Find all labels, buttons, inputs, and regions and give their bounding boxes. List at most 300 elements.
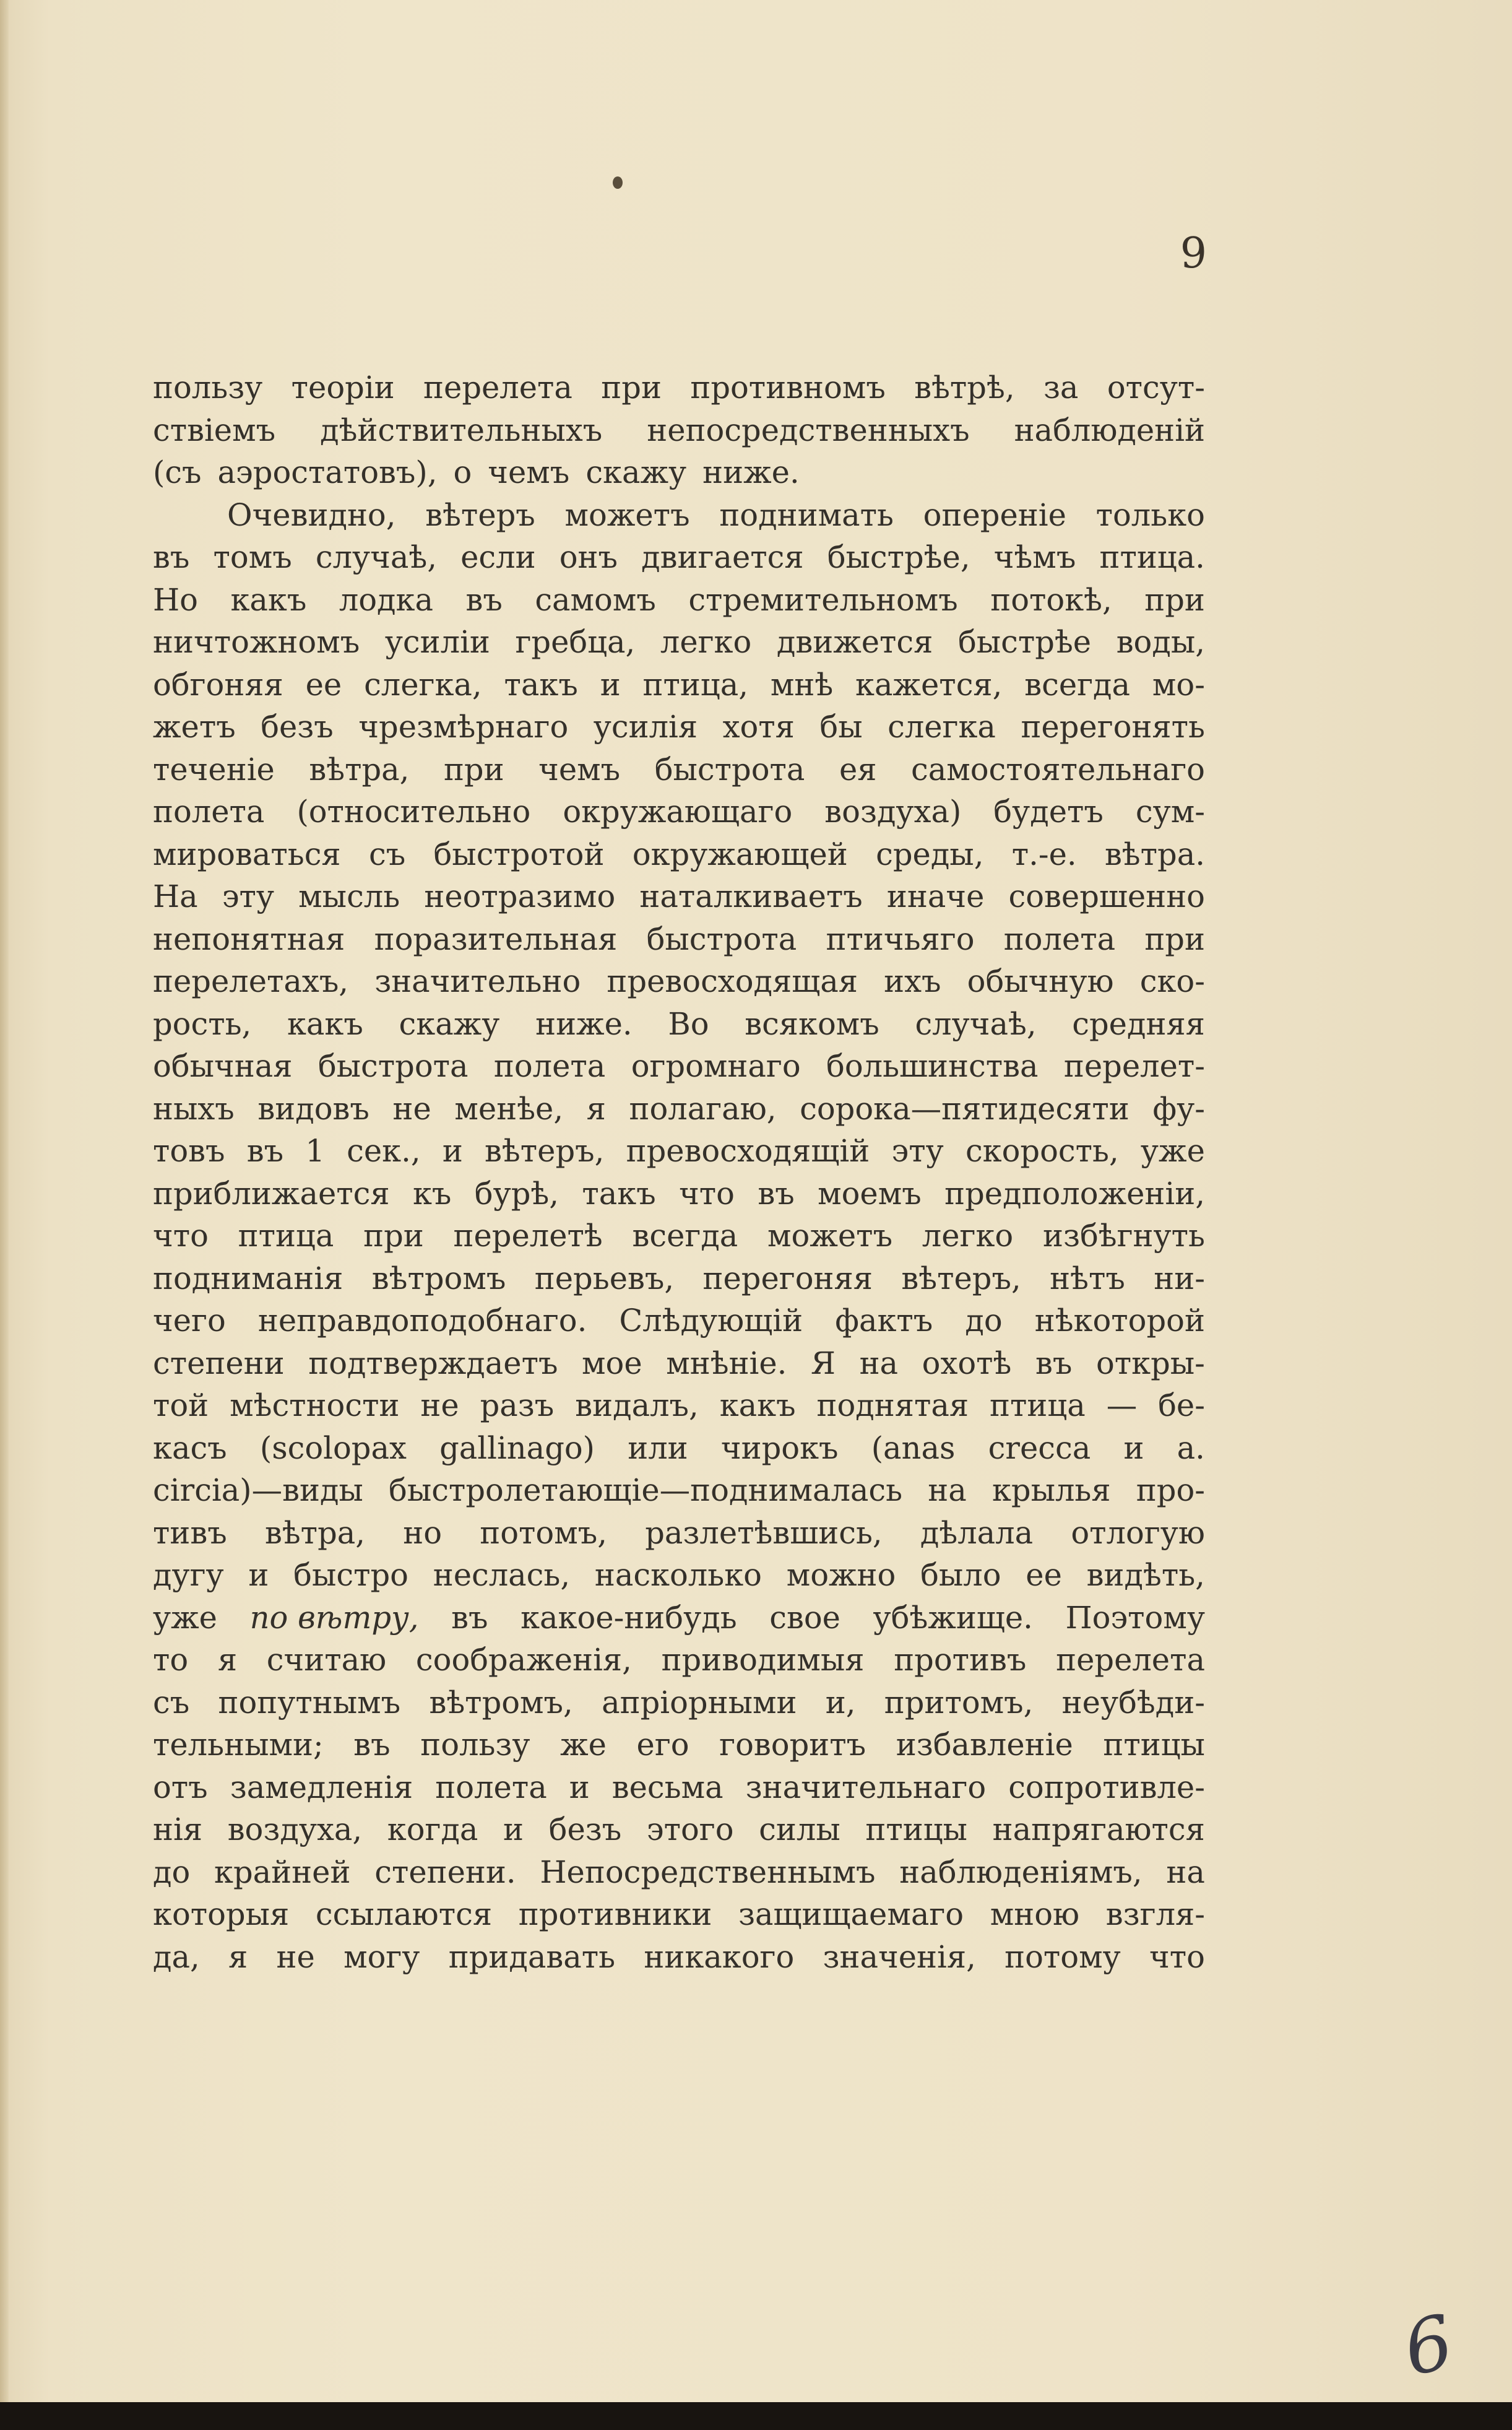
word: замедленiя	[230, 1769, 413, 1805]
word: отсут-	[1107, 370, 1205, 406]
word: значительно	[374, 963, 581, 999]
word: легко	[922, 1218, 1014, 1254]
word: дугу	[153, 1557, 224, 1593]
word: аэростатовъ),	[217, 454, 438, 490]
word: крылья	[991, 1472, 1111, 1508]
word: вѣтра,	[309, 751, 410, 788]
word: безъ	[261, 709, 334, 745]
word: быстрота	[654, 751, 805, 788]
word: наталкиваетъ	[639, 879, 863, 914]
word: противники	[518, 1896, 712, 1932]
word: которыя	[153, 1896, 290, 1932]
text-line	[153, 1851, 1205, 1894]
word: пользу	[153, 370, 263, 406]
word: приводимыя	[661, 1642, 865, 1678]
word: съ	[153, 1684, 190, 1721]
text-line	[153, 1512, 1205, 1555]
word: въ	[246, 1133, 284, 1169]
handwritten-folio-mark: 6	[1396, 2299, 1461, 2393]
word: чрезмѣрнаго	[358, 709, 569, 745]
word: при	[1144, 921, 1205, 957]
word: силы	[759, 1812, 840, 1847]
word: стремительномъ	[688, 581, 958, 618]
word: уже	[1140, 1133, 1205, 1169]
word: всегда	[632, 1218, 738, 1254]
word: ниже.	[702, 454, 800, 490]
word: вѣтра,	[264, 1514, 366, 1551]
word: откры-	[1095, 1345, 1205, 1381]
word: придавать	[448, 1938, 616, 1975]
word: вѣтромъ	[371, 1260, 506, 1296]
word: На	[153, 879, 198, 914]
word: неотразимо	[424, 879, 616, 914]
word: среды,	[876, 836, 984, 872]
word: приближается	[153, 1175, 390, 1212]
text-line	[153, 1427, 1205, 1470]
scan-border	[0, 2402, 1512, 2430]
word: я	[228, 1938, 248, 1975]
word: касъ	[153, 1430, 227, 1466]
text-line	[153, 875, 1205, 918]
word: птица.	[1099, 539, 1205, 575]
word: насколько	[594, 1557, 762, 1593]
word: можетъ	[767, 1218, 893, 1254]
word: Поэтому	[1065, 1599, 1205, 1636]
text-line	[153, 621, 1205, 664]
word: иначе	[886, 879, 985, 914]
text-line	[153, 706, 1205, 749]
word: напрягаются	[992, 1812, 1205, 1847]
word: средняя	[1072, 1005, 1205, 1042]
word: вѣтра.	[1104, 836, 1205, 872]
word: ничтожномъ	[153, 624, 360, 660]
word: его	[636, 1727, 689, 1763]
word: вѣтромъ,	[429, 1684, 573, 1721]
word: видѣть,	[1086, 1557, 1205, 1593]
page-number: 9	[1180, 229, 1207, 278]
word: чемъ	[538, 751, 621, 788]
word: и	[442, 1133, 463, 1169]
word: Я	[811, 1345, 836, 1381]
word: эту	[222, 879, 275, 914]
word: я	[217, 1642, 238, 1678]
word: огромнаго	[631, 1048, 801, 1084]
word: мое	[582, 1345, 642, 1381]
text-line	[153, 1088, 1205, 1130]
word: (anas	[871, 1430, 956, 1466]
text-line	[153, 1597, 1205, 1639]
word: теорiи	[291, 370, 395, 406]
word: перелета	[1056, 1642, 1205, 1678]
text-line	[153, 664, 1205, 706]
word: тельными;	[153, 1727, 324, 1763]
word: легко	[660, 624, 752, 660]
word: птица,	[642, 666, 748, 703]
word: чирокъ	[720, 1430, 839, 1466]
word: фактъ	[835, 1303, 933, 1339]
word: будетъ	[993, 794, 1104, 830]
word: крайней	[214, 1854, 351, 1890]
word: ихъ	[884, 963, 941, 999]
word: ско-	[1139, 963, 1205, 999]
word: сек.,	[347, 1133, 421, 1169]
word: сум-	[1135, 794, 1205, 830]
word: что	[153, 1218, 209, 1254]
text-line	[153, 749, 1205, 791]
word: окружающаго	[563, 794, 793, 830]
text-line	[153, 1808, 1205, 1851]
word: непосредственныхъ	[647, 412, 970, 448]
word: Во	[668, 1005, 709, 1042]
word: —	[1106, 1387, 1138, 1423]
word: то	[153, 1642, 189, 1678]
word: превосходящая	[607, 963, 858, 999]
text-line	[153, 451, 1205, 494]
word: Но	[153, 581, 198, 618]
word: птичьяго	[826, 921, 975, 957]
word: какъ	[719, 1387, 796, 1423]
word: подтверждаетъ	[308, 1345, 558, 1381]
word: какъ	[230, 581, 307, 618]
word: (scolopax	[259, 1430, 407, 1466]
word: скажу	[399, 1005, 500, 1042]
word: ея	[839, 751, 877, 788]
word: быстролетающiе—поднималась	[389, 1472, 903, 1508]
text-line	[153, 1724, 1205, 1766]
word: перелетѣ	[453, 1218, 603, 1254]
word: т.-е.	[1011, 836, 1077, 872]
word: съ	[368, 836, 406, 872]
word: ее	[305, 666, 342, 703]
text-line	[153, 791, 1205, 833]
word: что	[1149, 1938, 1205, 1975]
word: дѣлала	[920, 1514, 1034, 1551]
word: про-	[1136, 1472, 1205, 1508]
text-line	[153, 1257, 1205, 1300]
word: наблюденiямъ,	[899, 1854, 1143, 1890]
word: Слѣдующiй	[619, 1303, 803, 1339]
word: видалъ,	[575, 1387, 699, 1423]
word: и	[248, 1557, 269, 1593]
word: избѣгнуть	[1042, 1218, 1205, 1254]
word: превосходящiй	[626, 1133, 870, 1169]
word: мною	[990, 1896, 1080, 1932]
word: считаю	[266, 1642, 387, 1678]
word: фу-	[1152, 1090, 1205, 1127]
word: gallinago)	[439, 1430, 595, 1466]
word: 1	[305, 1133, 325, 1169]
word: мысль	[298, 879, 400, 914]
word: птица	[990, 1387, 1086, 1423]
word: не	[392, 1090, 431, 1127]
word: бурѣ,	[474, 1175, 559, 1212]
word: можетъ	[564, 497, 690, 533]
word: да,	[153, 1938, 200, 1975]
word: кажется,	[855, 666, 1003, 703]
word: по вѣтру,	[249, 1599, 419, 1636]
word: птицы	[1103, 1727, 1205, 1763]
word: вѣтрѣ,	[914, 370, 1015, 406]
word: менѣе,	[454, 1090, 564, 1127]
text-line	[153, 536, 1205, 579]
word: обычную	[967, 963, 1114, 999]
word: при	[363, 1218, 424, 1254]
word: скажу	[585, 454, 687, 490]
word: на	[1166, 1854, 1205, 1890]
word: оперенiе	[923, 497, 1066, 533]
word: избавленiе	[896, 1727, 1073, 1763]
word: птица	[238, 1218, 334, 1254]
word: къ	[412, 1175, 452, 1212]
word: защищаемаго	[738, 1896, 964, 1932]
word: окружающей	[632, 836, 848, 872]
word: какъ	[287, 1005, 363, 1042]
word: быстро	[293, 1557, 408, 1593]
word: же	[560, 1727, 607, 1763]
word: тивъ	[153, 1514, 227, 1551]
word: полета	[435, 1769, 547, 1805]
word: (относительно	[296, 794, 531, 830]
text-line	[153, 1554, 1205, 1597]
text-line	[153, 960, 1205, 1003]
word: или	[628, 1430, 688, 1466]
word: и	[1123, 1430, 1144, 1466]
text-line	[153, 1003, 1205, 1046]
word: слегка,	[364, 666, 482, 703]
word: быстрота	[646, 921, 797, 957]
word: если	[460, 539, 536, 575]
body-text	[153, 367, 1205, 1978]
word: ниже.	[535, 1005, 633, 1042]
text-line	[153, 833, 1205, 876]
word: значенiя,	[823, 1938, 976, 1975]
word: этого	[646, 1812, 734, 1847]
word: самостоятельнаго	[911, 751, 1205, 788]
word: той	[153, 1387, 209, 1423]
word: мнѣ	[770, 666, 834, 703]
word: и,	[825, 1684, 856, 1721]
word: чѣмъ	[993, 539, 1076, 575]
word: сопротивле-	[1008, 1769, 1205, 1805]
word: при	[443, 751, 504, 788]
word: ее	[1026, 1557, 1062, 1593]
word: бы	[819, 709, 863, 745]
word: случаѣ,	[915, 1005, 1037, 1042]
word: разлетѣвшись,	[645, 1514, 883, 1551]
word: ссылаются	[315, 1896, 493, 1932]
word: полагаю,	[629, 1090, 777, 1127]
word: и	[569, 1769, 590, 1805]
word: попутнымъ	[218, 1684, 401, 1721]
word: чего	[153, 1303, 226, 1339]
word: потокѣ,	[990, 581, 1112, 618]
word: рость,	[153, 1005, 252, 1042]
word: Непосредственнымъ	[540, 1854, 876, 1890]
word: скорость,	[965, 1133, 1119, 1169]
word: на	[928, 1472, 967, 1508]
word: говоритъ	[719, 1727, 866, 1763]
word: нiя	[153, 1812, 203, 1847]
word: ныхъ	[153, 1090, 235, 1127]
word: всегда	[1024, 666, 1131, 703]
word: не	[276, 1938, 315, 1975]
word: въ	[1035, 1345, 1073, 1381]
text-line	[153, 1936, 1205, 1979]
word: хотя	[722, 709, 795, 745]
word: (съ	[153, 454, 202, 490]
text-line	[153, 1384, 1205, 1427]
word: отъ	[153, 1769, 208, 1805]
word: полета	[1003, 921, 1116, 957]
word: гребца,	[515, 624, 636, 660]
word: въ	[353, 1727, 391, 1763]
word: поднимать	[719, 497, 894, 533]
word: обгоняя	[153, 666, 283, 703]
word: обычная	[153, 1048, 293, 1084]
word: не	[420, 1387, 459, 1423]
word: какое-нибудь	[521, 1599, 737, 1636]
word: совершенно	[1008, 879, 1205, 914]
word: птицы	[865, 1812, 967, 1847]
word: потомъ,	[480, 1514, 607, 1551]
word: неслась,	[433, 1557, 571, 1593]
word: чемъ	[488, 454, 570, 490]
word: вѣтеръ	[425, 497, 535, 533]
word: перелет-	[1063, 1048, 1205, 1084]
word: но	[403, 1514, 443, 1551]
word: непонятная	[153, 921, 345, 957]
word: никакого	[644, 1938, 795, 1975]
word: убѣжище.	[873, 1599, 1033, 1636]
word: въ	[153, 539, 190, 575]
word: неубѣди-	[1061, 1684, 1205, 1721]
word: при	[1144, 581, 1205, 618]
word: быстротой	[433, 836, 605, 872]
word: быстрѣе,	[827, 539, 970, 575]
word: противъ	[894, 1642, 1027, 1678]
page-binding-edge	[0, 0, 9, 2430]
word: до	[965, 1303, 1003, 1339]
word: только	[1095, 497, 1205, 533]
word: уже	[153, 1599, 217, 1636]
word: перегонять	[1021, 709, 1205, 745]
word: моемъ	[818, 1175, 922, 1212]
word: значительнаго	[745, 1769, 987, 1805]
word: ни-	[1154, 1260, 1205, 1296]
word: бе-	[1158, 1387, 1205, 1423]
word: потому	[1004, 1938, 1121, 1975]
word: что	[679, 1175, 735, 1212]
word: въ	[758, 1175, 795, 1212]
word: свое	[769, 1599, 840, 1636]
word: безъ	[548, 1812, 622, 1847]
word: было	[920, 1557, 1001, 1593]
word: томъ	[213, 539, 292, 575]
word: пользу	[420, 1727, 530, 1763]
word: за	[1043, 370, 1079, 406]
word: мироваться	[153, 836, 341, 872]
text-line	[153, 409, 1205, 452]
word: полета	[493, 1048, 606, 1084]
word: вѣтеръ,	[485, 1133, 605, 1169]
word: большинства	[826, 1048, 1039, 1084]
text-line	[153, 1130, 1205, 1173]
word: весьма	[611, 1769, 724, 1805]
word: быстрота	[318, 1048, 469, 1084]
word: crecca	[988, 1430, 1091, 1466]
word: движется	[776, 624, 933, 660]
word: лодка	[339, 581, 433, 618]
word: быстрѣе	[957, 624, 1092, 660]
word: самомъ	[535, 581, 656, 618]
word: мнѣнiе.	[666, 1345, 787, 1381]
text-line	[153, 579, 1205, 622]
word: апрiорными	[602, 1684, 797, 1721]
text-line	[153, 1215, 1205, 1257]
word: степени.	[374, 1854, 516, 1890]
word: поразительная	[374, 921, 618, 957]
word: нѣтъ	[1050, 1260, 1125, 1296]
word: о	[453, 454, 472, 490]
word: въ	[465, 581, 503, 618]
word: видовъ	[257, 1090, 369, 1127]
text-line	[153, 1173, 1205, 1215]
word: circia)—виды	[153, 1472, 363, 1508]
word: воздуха)	[824, 794, 962, 830]
text-line	[153, 1766, 1205, 1809]
word: сорока—пятидесяти	[800, 1090, 1130, 1127]
word: и	[503, 1812, 524, 1847]
text-line	[153, 367, 1205, 409]
word: нѣкоторой	[1034, 1303, 1205, 1339]
word: могу	[343, 1938, 420, 1975]
text-line	[153, 1469, 1205, 1512]
word: воздуха,	[227, 1812, 363, 1847]
word: при	[601, 370, 662, 406]
word: a.	[1177, 1430, 1205, 1466]
word: я	[586, 1090, 606, 1127]
word: поднятая	[816, 1387, 969, 1423]
word: перелета	[423, 370, 572, 406]
word: товъ	[153, 1133, 225, 1169]
text-line	[153, 918, 1205, 961]
word: взгля-	[1105, 1896, 1205, 1932]
word: подниманiя	[153, 1260, 343, 1296]
text-line	[153, 1045, 1205, 1088]
word: слегка	[888, 709, 996, 745]
word: охотѣ	[922, 1345, 1012, 1381]
word: до	[153, 1854, 191, 1890]
word: всякомъ	[745, 1005, 879, 1042]
word: степени	[153, 1345, 285, 1381]
word: Очевидно,	[227, 497, 396, 533]
word: двигается	[641, 539, 804, 575]
word: противномъ	[690, 370, 886, 406]
ink-speck	[613, 176, 623, 189]
text-line	[153, 1639, 1205, 1681]
word: можно	[786, 1557, 896, 1593]
word: ствiемъ	[153, 412, 276, 448]
text-line	[153, 1893, 1205, 1936]
word: перелетахъ,	[153, 963, 349, 999]
word: неправдоподобнаго.	[257, 1303, 587, 1339]
word: и	[600, 666, 621, 703]
word: вѣтеръ,	[901, 1260, 1021, 1296]
word: жетъ	[153, 709, 236, 745]
word: усилiи	[384, 624, 490, 660]
word: полета	[153, 794, 265, 830]
word: перьевъ,	[534, 1260, 675, 1296]
